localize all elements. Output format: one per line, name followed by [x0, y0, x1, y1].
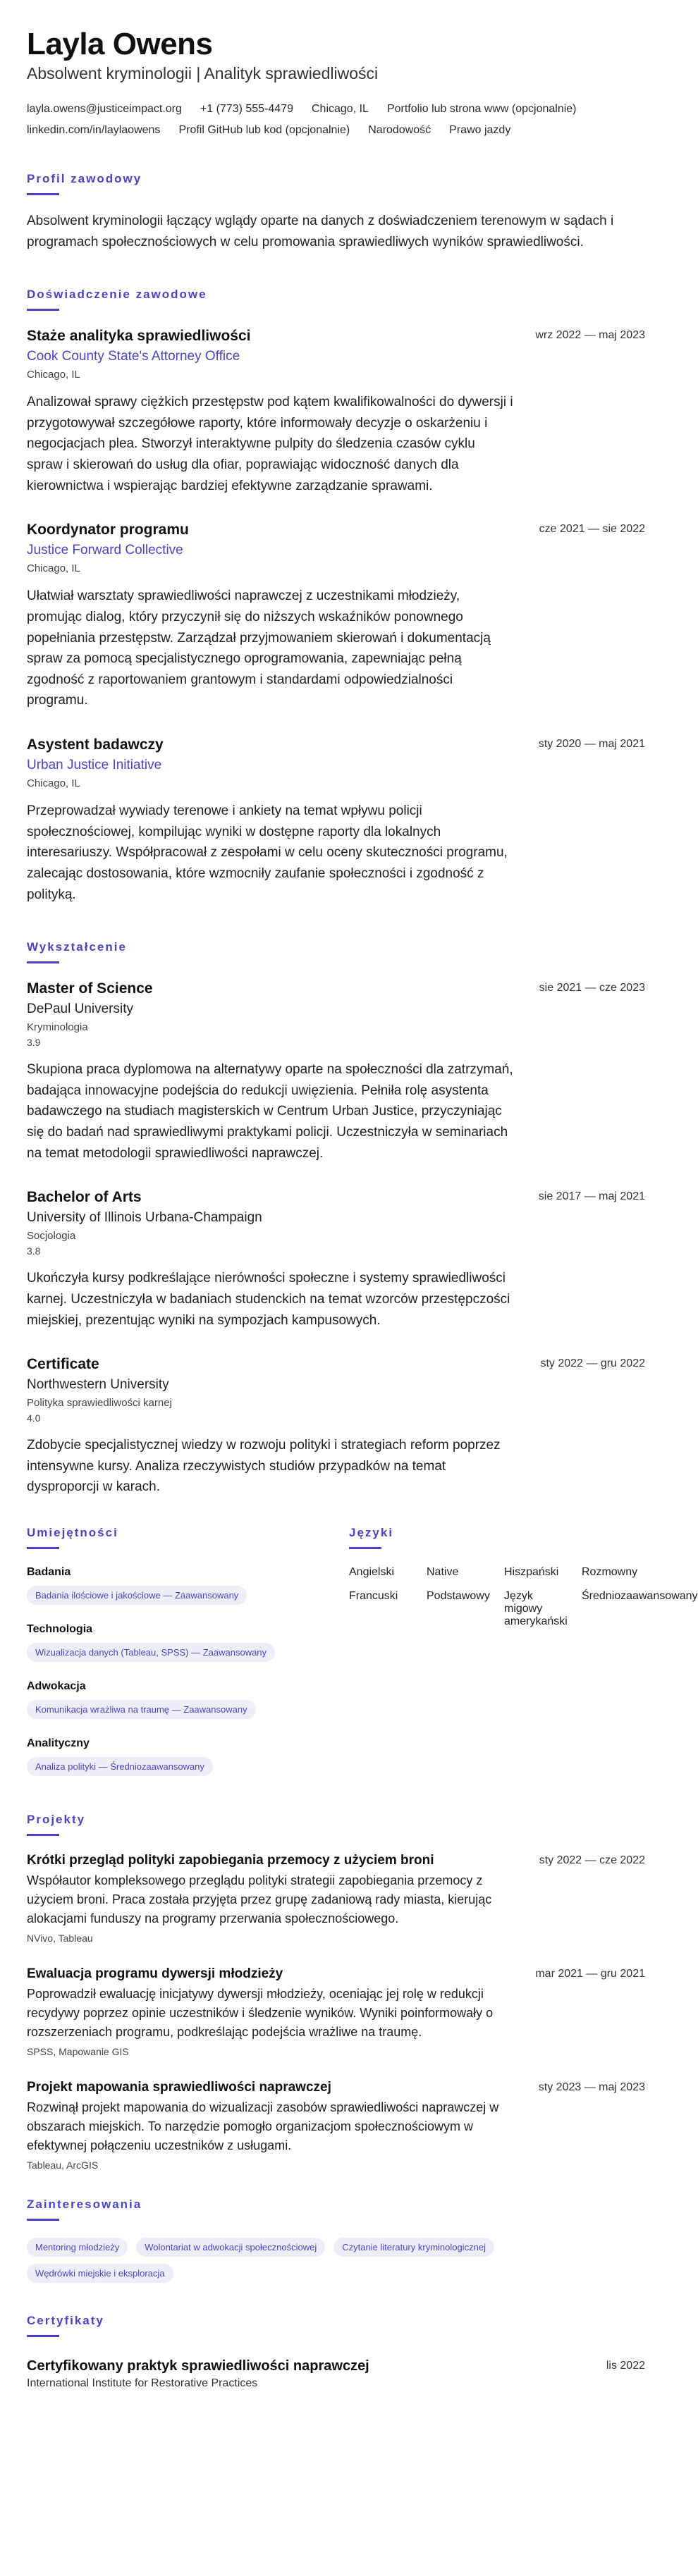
contact-email[interactable]: layla.owens@justiceimpact.org — [27, 103, 182, 116]
degree-name: Bachelor of Arts — [27, 1189, 142, 1206]
contact-nationality: Narodowość — [368, 124, 431, 137]
section-divider — [27, 2219, 59, 2221]
experience-entry — [27, 737, 645, 905]
project-title: Projekt mapowania sprawiedliwości naprawczej — [27, 2080, 331, 2095]
job-location: Chicago, IL — [27, 562, 80, 575]
language-level: Średniozaawansowany — [582, 1590, 698, 1603]
contact-list — [27, 103, 633, 137]
language-level: Rozmowny — [582, 1566, 638, 1579]
degree-name: Master of Science — [27, 980, 153, 997]
skill-group — [27, 1680, 349, 1719]
contact-driving-license: Prawo jazdy — [449, 124, 511, 137]
language-level: Podstawowy — [427, 1590, 490, 1603]
profile-section — [27, 172, 645, 252]
job-title: Staże analityka sprawiedliwości — [27, 328, 251, 345]
profile-summary: Absolwent kryminologii łączący wglądy oparte na danych z doświadczeniem terenowym w sądach i programach społecznościowych w celu promowania sprawiedliwych wyników sprawiedliwości. — [27, 214, 614, 249]
interest-tag: Wędrówki miejskie i eksploracja — [27, 2264, 173, 2283]
certification-issuer: International Institute for Restorative Practices — [27, 2377, 258, 2390]
section-title: Projekty — [27, 1813, 86, 1827]
projects-section — [27, 1813, 645, 2171]
section-divider — [27, 1547, 59, 1549]
section-divider — [27, 961, 59, 963]
interest-tag: Czytanie literatury kryminologicznej — [333, 2238, 494, 2257]
education-description: Ukończyła kursy podkreślające nierówności społeczne i systemy sprawiedliwości karnej. Uczestniczyła w badaniach studenckich na temat wzorców przestępczości miejskiej, prezentując wyniki na sympozjach kampusowych. — [27, 1271, 510, 1328]
project-dates: sty 2022 — cze 2022 — [539, 1854, 645, 1867]
certification-entry — [27, 2358, 645, 2390]
skill-tag: Wizualizacja danych (Tableau, SPSS) — Zaawansowany — [27, 1643, 275, 1662]
project-tools: Tableau, ArcGIS — [27, 2159, 99, 2171]
project-description: Poprowadził ewaluację inicjatywy dywersji młodzieży, oceniając jej rolę w redukcji recydywy poprzez opinie uczestników i śledzenie wyników. Wyniki poinformowały o rozszerzeniach programu, podkreślając podejścia wrażliwe na traumę. — [27, 1987, 494, 2040]
candidate-subtitle: Absolwent kryminologii | Analityk sprawiedliwości — [27, 64, 379, 83]
skill-group — [27, 1566, 349, 1605]
language-name: Angielski — [349, 1566, 395, 1579]
gpa-value: 4.0 — [27, 1412, 41, 1424]
project-entry — [27, 1853, 645, 1944]
job-dates: wrz 2022 — maj 2023 — [535, 329, 645, 342]
section-title: Wykształcenie — [27, 940, 127, 954]
gpa-value: 3.9 — [27, 1037, 41, 1049]
section-divider — [27, 1834, 59, 1836]
job-title: Asystent badawczy — [27, 737, 164, 753]
job-title: Koordynator programu — [27, 522, 189, 538]
section-title: Doświadczenie zawodowe — [27, 288, 207, 302]
field-of-study: Socjologia — [27, 1230, 76, 1243]
school-name: DePaul University — [27, 1002, 133, 1017]
education-dates: sty 2022 — gru 2022 — [540, 1357, 645, 1370]
certification-title: Certyfikowany praktyk sprawiedliwości naprawczej — [27, 2358, 369, 2374]
education-description: Zdobycie specjalistycznej wiedzy w rozwoju polityki i strategiach reform poprzez intensywne kursy. Analiza rzeczywistych studiów przypadków na temat dysproporcji w karach. — [27, 1438, 501, 1495]
interests-list — [27, 2238, 645, 2283]
job-description: Analizował sprawy ciężkich przestępstw pod kątem kwalifikowalności do dywersji i przygotowywał szczegółowe raporty, które informowały decyzje o oskarżeniu i negocjacjach plea. Stworzył interaktywne pulpity do śledzenia czasów cyklu spraw i skierowań do usług dla ofiar, poprawiając widoczność danych dla kierownictwa i wspierając bardziej efektywne zarządzanie sprawami. — [27, 395, 513, 493]
education-section — [27, 940, 645, 1498]
skill-tag: Badania ilościowe i jakościowe — Zaawansowany — [27, 1586, 247, 1605]
skill-group — [27, 1623, 349, 1662]
job-description: Przeprowadzał wywiady terenowe i ankiety na temat wpływu policji społecznościowej, kompilując wyniki w dostępne raporty dla lokalnych interesariuszy. Współpracował z zespołami w celu oceny skuteczności programu, zalecając dostosowania, które wzmocniły zaufanie społeczności i zgodność z polityką. — [27, 803, 508, 902]
project-dates: sty 2023 — maj 2023 — [538, 2081, 645, 2094]
section-title: Profil zawodowy — [27, 172, 142, 186]
skill-category: Technologia — [27, 1623, 93, 1636]
experience-section — [27, 288, 645, 905]
skills-section — [27, 1526, 349, 1794]
field-of-study: Kryminologia — [27, 1021, 88, 1034]
project-tools: SPSS, Mapowanie GIS — [27, 2046, 129, 2058]
education-dates: sie 2017 — maj 2021 — [538, 1190, 645, 1203]
gpa-value: 3.8 — [27, 1245, 41, 1257]
section-divider — [27, 2335, 59, 2337]
certifications-section — [27, 2314, 645, 2390]
language-level: Native — [427, 1566, 459, 1579]
section-title: Języki — [349, 1526, 394, 1540]
contact-phone[interactable]: +1 (773) 555-4479 — [200, 103, 293, 116]
job-description: Ułatwiał warsztaty sprawiedliwości naprawczej z uczestnikami młodzieży, promując dialog, który przyczynił się do niższych wskaźników ponownego popełniania przestępstw. Zarządzał przyjmowaniem skierowań i dokumentacją spraw za pomocą specjalistycznego oprogramowania, zapewniając pełną zgodność z raportowaniem grantowym i standardami odpowiedzialności programu. — [27, 588, 491, 708]
project-entry — [27, 2080, 645, 2171]
skill-group — [27, 1737, 349, 1776]
job-location: Chicago, IL — [27, 777, 80, 790]
project-entry — [27, 1966, 645, 2057]
project-description: Rozwinął projekt mapowania do wizualizacji zasobów sprawiedliwości naprawczej w obszarach miejskich. To narzędzie pomogło organizacjom społecznościowym w efektywnej połączeniu uczestników z usługami. — [27, 2100, 499, 2153]
skill-category: Adwokacja — [27, 1680, 86, 1693]
education-entry — [27, 1356, 645, 1498]
languages-grid — [349, 1566, 698, 1628]
section-title: Zainteresowania — [27, 2198, 142, 2212]
skill-tag: Komunikacja wrażliwa na traumę — Zaawansowany — [27, 1700, 256, 1719]
section-divider — [27, 309, 59, 311]
resume-header — [27, 27, 645, 137]
project-title: Krótki przegląd polityki zapobiegania przemocy z użyciem broni — [27, 1853, 434, 1868]
candidate-name: Layla Owens — [27, 27, 213, 61]
experience-entry — [27, 328, 645, 496]
employer-name: Justice Forward Collective — [27, 543, 183, 558]
field-of-study: Polityka sprawiedliwości karnej — [27, 1397, 172, 1410]
school-name: University of Illinois Urbana-Champaign — [27, 1210, 262, 1226]
contact-location: Chicago, IL — [312, 103, 369, 116]
language-name: Język migowy amerykański — [504, 1590, 568, 1628]
project-tools: NVivo, Tableau — [27, 1933, 93, 1945]
experience-entry — [27, 522, 645, 711]
section-title: Umiejętności — [27, 1526, 118, 1540]
skill-category: Badania — [27, 1566, 71, 1579]
education-entry — [27, 980, 645, 1164]
education-entry — [27, 1189, 645, 1331]
project-title: Ewaluacja programu dywersji młodzieży — [27, 1966, 283, 1982]
contact-github[interactable]: Profil GitHub lub kod (opcjonalnie) — [178, 124, 350, 137]
project-description: Współautor kompleksowego przeglądu polityki strategii zapobiegania przemocy z użyciem broni. Praca została przyjęta przez grupę zadaniową rady miasta, kierując alokacjami funduszy na programy przerwania społecznościowego. — [27, 1873, 492, 1926]
skills-languages-row — [27, 1526, 698, 1794]
education-description: Skupiona praca dyplomowa na alternatywy oparte na społeczności dla zatrzymań, badająca innowacyjne podejścia do redukcji uwięzienia. Pełniła rolę asystenta badawczego na studiach magisterskich w Centrum Urban Justice, przyczyniając się do badań nad sprawiedliwymi praktykami policji. Uczestniczyła w seminariach na temat metodologii sprawiedliwości naprawczej. — [27, 1062, 513, 1161]
employer-name: Urban Justice Initiative — [27, 758, 162, 773]
degree-name: Certificate — [27, 1356, 99, 1373]
interests-section — [27, 2198, 645, 2283]
school-name: Northwestern University — [27, 1377, 169, 1393]
skill-tag: Analiza polityki — Średniozaawansowany — [27, 1757, 213, 1776]
education-dates: sie 2021 — cze 2023 — [539, 982, 645, 994]
section-divider — [27, 193, 59, 195]
project-dates: mar 2021 — gru 2021 — [535, 1968, 645, 1980]
skill-category: Analityczny — [27, 1737, 90, 1750]
languages-section — [349, 1526, 698, 1794]
certification-date: lis 2022 — [606, 2360, 645, 2372]
language-name: Hiszpański — [504, 1566, 559, 1579]
contact-linkedin[interactable]: linkedin.com/in/laylaowens — [27, 124, 161, 137]
interest-tag: Wolontariat w adwokacji społecznościowej — [136, 2238, 325, 2257]
job-dates: sty 2020 — maj 2021 — [538, 738, 645, 751]
job-location: Chicago, IL — [27, 369, 80, 381]
interest-tag: Mentoring młodzieży — [27, 2238, 128, 2257]
job-dates: cze 2021 — sie 2022 — [539, 523, 645, 536]
section-divider — [349, 1547, 381, 1549]
employer-name: Cook County State's Attorney Office — [27, 349, 240, 364]
section-title: Certyfikaty — [27, 2314, 104, 2328]
language-name: Francuski — [349, 1590, 398, 1603]
contact-portfolio[interactable]: Portfolio lub strona www (opcjonalnie) — [386, 103, 577, 116]
